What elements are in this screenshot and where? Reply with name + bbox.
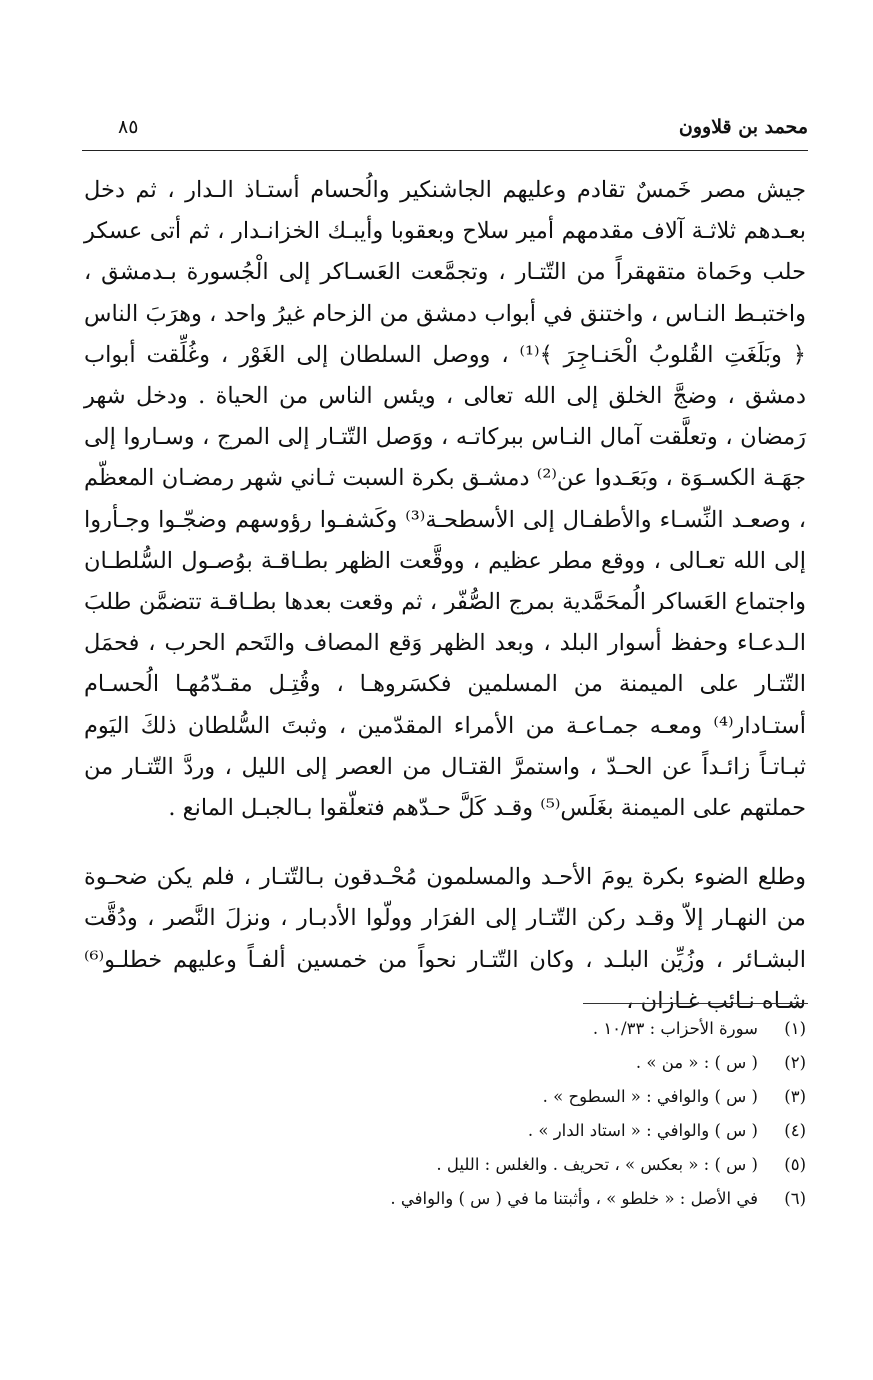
footnote-number: (٥)	[784, 1155, 806, 1174]
footnote-number: (٦)	[784, 1189, 806, 1208]
footnotes	[84, 1012, 806, 1216]
page-header	[88, 112, 808, 148]
footnote	[84, 1114, 806, 1148]
paragraph: وطلع الضوء بكرة يومَ الأحـد والمسلمون مُحْـدقون بـالتّتـار ، فلم يكن ضحـوة من النهـار إلاّ وقـد ركن التّتـار إلى الفرَار وولّوا الأدبـار ، ونزلَ النَّصر ، ودُقَّت البشـائر ، وزُيِّن البلـد ، وكان التّتـار نحواً من خمسين ألفـاً وعليهم خطلـو⁽⁶⁾ شـاه نـائب غـازان ،	[84, 864, 806, 1014]
footnote-number: (٢)	[784, 1053, 806, 1072]
page-number: ٨٥	[118, 116, 139, 138]
running-title: محمد بن قلاوون	[678, 116, 808, 138]
footnote	[84, 1148, 806, 1182]
footnote-text: ( س ) والوافي : « استاد الدار » .	[527, 1121, 758, 1140]
footnote-text: ( س ) والوافي : « السطوح » .	[542, 1087, 758, 1106]
footnote	[84, 1080, 806, 1114]
footnote-text: ( س ) : « من » .	[635, 1053, 758, 1072]
footnote-number: (١)	[784, 1019, 806, 1038]
paragraph: جيش مصر خَمسٌ تقادم وعليهم الجاشنكير والُحسام أستـاذ الـدار ، ثم دخل بعـدهم ثلاثـة آلاف مقدمهم أمير سلاح وبعقوبا وأيبـك الخزانـدار ، ثم أتى عسكر حلب وحَماة متقهقراً من التّتـار ، وتجمَّعت العَسـاكر إلى الْجُسورة بـدمشق ، واختبـط النـاس ، واختنق في أبواب دمشق من الزحام غيرُ واحد ، وهرَبَ الناس ﴿ وبَلَغَتِ القُلوبُ الْحَنـاجِرَ ﴾⁽¹⁾ ، ووصل السلطان إلى الغَوْر ، وغُلِّقت أبواب دمشق ، وضجَّ الخلق إلى الله تعالى ، ويئس الناس من الحياة . ودخل شهر رَمضان ، وتعلَّقت آمال النـاس ببركاتـه ، ووَصل التّتـار إلى المرج ، وسـاروا إلى جهَـة الكسـوَة ، وبَعَـدوا عن⁽²⁾ دمشـق بكرة السبت ثـاني شهر رمضـان المعظّم ، وصعـد النِّسـاء والأطفـال إلى الأسطحـة⁽³⁾ وكَشفـوا رؤوسهم وضجّـوا وجـأروا إلى الله تعـالى ، ووقع مطر عظيم ، ووقَّعت الظهر بطـاقـة بوُصـول السُّلطـان واجتماع العَساكر الُمحَمَّدية بمرج الصُّفّر ، ثم وقعت بعدها بطـاقـة تتضمَّن طلبَ الـدعـاء وحفظ أسوار البلد ، وبعد الظهر وَقع المصاف والتَحم الحرب ، فحمَل التّتـار على الميمنة من المسلمين فكسَروهـا ، وقُتِـل مقـدّمُهـا الُحسـام أستـادار⁽⁴⁾ ومعـه جمـاعـة من الأمراء المقدّمين ، وثبتَ السُّلطان ذلكَ اليَوم ثبـاتـاً زائـداً عن الحـدّ ، واستمرَّ القتـال من العصر إلى الليل ، وردَّ التّتـار من حملتهم على الميمنة بغَلَس⁽⁵⁾ وقـد كَلَّ حـدّهم فتعلّقوا بـالجبـل المانع .	[84, 177, 806, 822]
footnote	[84, 1046, 806, 1080]
body-text	[84, 170, 806, 1022]
footnote-rule	[583, 1003, 808, 1004]
footnote	[84, 1012, 806, 1046]
footnote-text: ( س ) : « بعكس » ، تحريف . والغلس : الليل .	[436, 1155, 758, 1174]
footnote-text: سورة الأحزاب : ١٠/٣٣ .	[592, 1019, 758, 1038]
footnote-number: (٣)	[784, 1087, 806, 1106]
header-rule	[82, 150, 808, 151]
footnote-number: (٤)	[784, 1121, 806, 1140]
footnote	[84, 1182, 806, 1216]
footnote-text: في الأصل : « خلطو » ، وأثبتنا ما في ( س ) والوافي .	[390, 1189, 758, 1208]
